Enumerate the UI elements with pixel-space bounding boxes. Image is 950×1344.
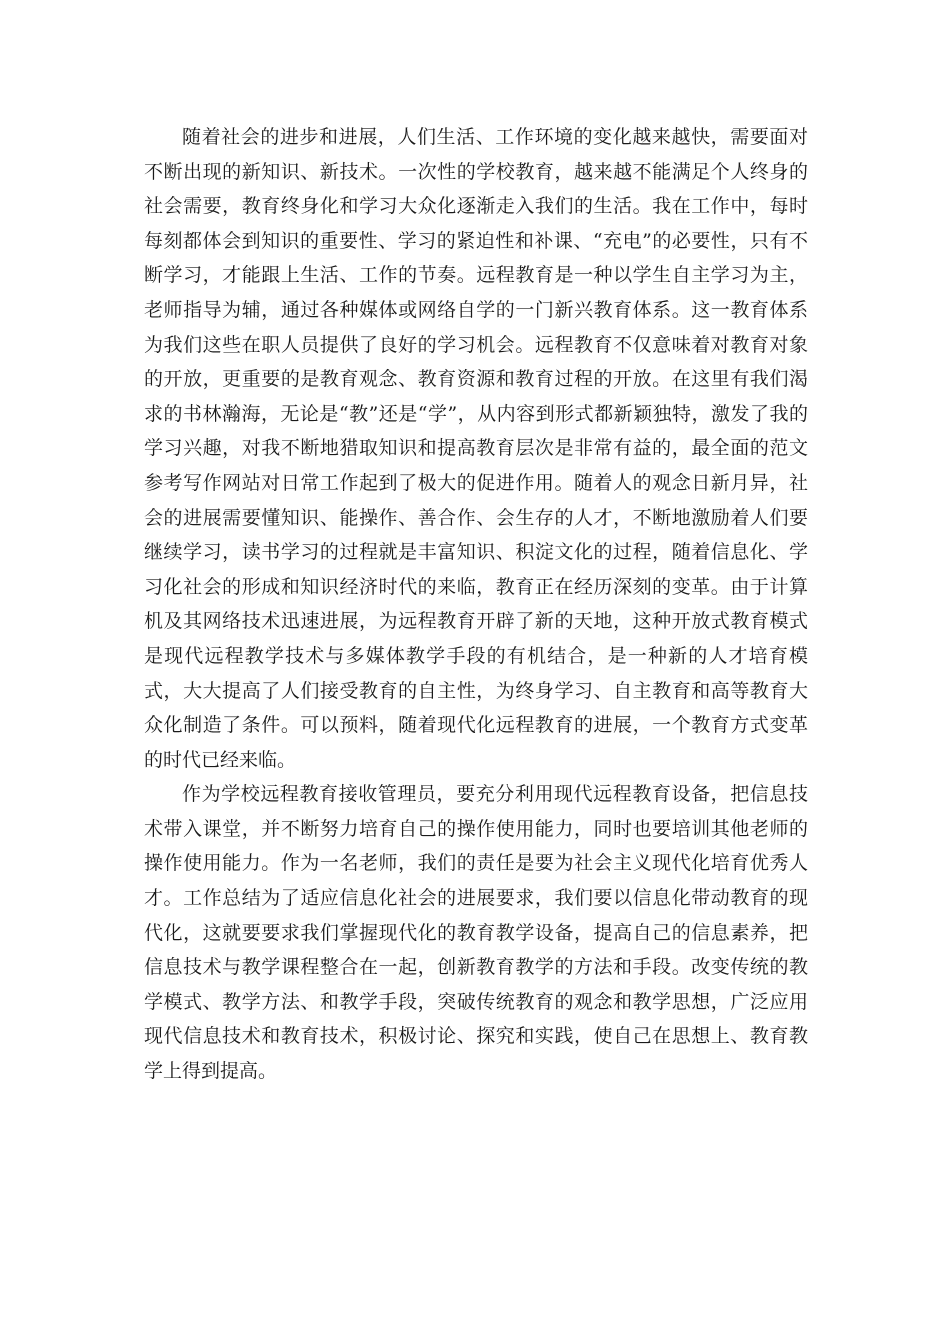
paragraph-1: 随着社会的进步和进展，人们生活、工作环境的变化越来越快，需要面对不断出现的新知识、新技术。一次性的学校教育，越来越不能满足个人终身的社会需要，教育终身化和学习大众化逐渐走入我们的生活。我在工作中，每时每刻都体会到知识的重要性、学习的紧迫性和补课、“充电”的必要性，只有不断学习，才能跟上生活、工作的节奏。远程教育是一种以学生自主学习为主，老师指导为辅，通过各种媒体或网络自学的一门新兴教育体系。这一教育体系为我们这些在职人员提供了良好的学习机会。远程教育不仅意味着对教育对象的开放，更重要的是教育观念、教育资源和教育过程的开放。在这里有我们渴求的书林瀚海，无论是“教”还是“学”，从内容到形式都新颖独特，激发了我的学习兴趣，对我不断地猎取知识和提高教育层次是非常有益的，最全面的范文参考写作网站对日常工作起到了极大的促进作用。随着人的观念日新月异，社会的进展需要懂知识、能操作、善合作、会生存的人才，不断地激励着人们要继续学习，读书学习的过程就是丰富知识、积淀文化的过程，随着信息化、学习化社会的形成和知识经济时代的来临，教育正在经历深刻的变革。由于计算机及其网络技术迅速进展，为远程教育开辟了新的天地，这种开放式教育模式是现代远程教学技术与多媒体教学手段的有机结合，是一种新的人才培育模式，大大提高了人们接受教育的自主性，为终身学习、自主教育和高等教育大众化制造了条件。可以预料，随着现代化远程教育的进展，一个教育方式变革的时代已经来临。: [144, 126, 808, 771]
paragraph-2: 作为学校远程教育接收管理员，要充分利用现代远程教育设备，把信息技术带入课堂，并不断努力培育自己的操作使用能力，同时也要培训其他老师的操作使用能力。作为一名老师，我们的责任是要为社会主义现代化培育优秀人才。工作总结为了适应信息化社会的进展要求，我们要以信息化带动教育的现代化，这就要要求我们掌握现代化的教育教学设备，提高自己的信息素养，把信息技术与教学课程整合在一起，创新教育教学的方法和手段。改变传统的教学模式、教学方法、和教学手段，突破传统教育的观念和教学思想，广泛应用现代信息技术和教育技术，积极讨论、探究和实践，使自己在思想上、教育教学上得到提高。: [144, 783, 808, 1083]
document-body: [144, 120, 808, 1089]
